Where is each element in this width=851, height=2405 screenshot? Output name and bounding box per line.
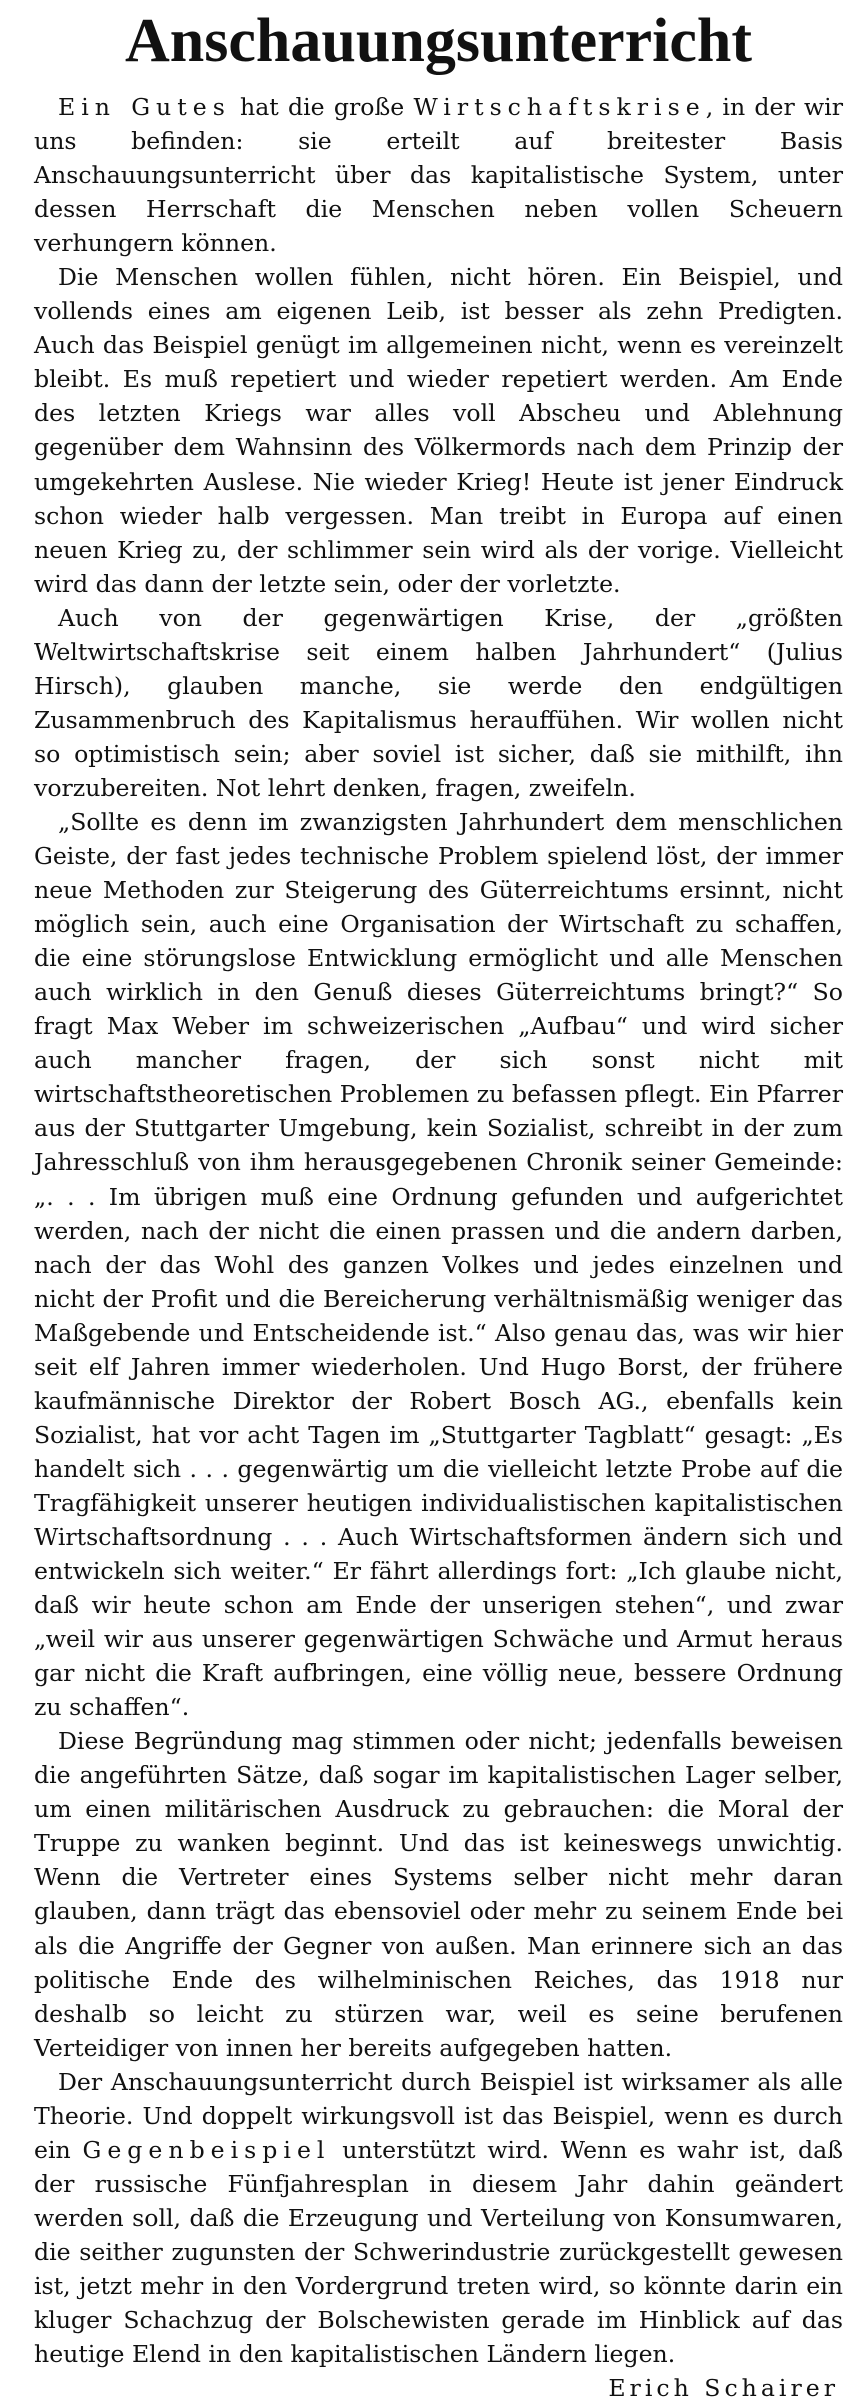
- paragraph-1-text-a: hat die große: [230, 93, 414, 121]
- paragraph-2: Die Menschen wollen fühlen, nicht hören. Ein Beispiel, und vollends eines am eigenen Leib, ist besser als zehn Predigten. Auch das Beispiel genügt im allgemeinen nicht, wenn es vereinzelt bleibt. Es muß repetiert und wieder repetiert werden. Am Ende des letzten Kriegs war alles voll Abscheu und Ablehnung gegenüber dem Wahnsinn des Völkermords nach dem Prinzip der umgekehrten Auslese. Nie wieder Krieg! Heute ist jener Eindruck schon wieder halb vergessen. Man treibt in Europa auf einen neuen Krieg zu, der schlimmer sein wird als der vorige. Vielleicht wird das dann der letzte sein, oder der vorletzte.: [34, 263, 843, 598]
- author-signature: Erich Schairer: [608, 2374, 839, 2403]
- paragraph-4: „Sollte es denn im zwanzigsten Jahrhundert dem menschlichen Geiste, der fast jedes technische Problem spielend löst, der immer neue Methoden zur Steigerung des Güterreichtums ersinnt, nicht möglich sein, auch eine Organisation der Wirtschaft zu schaffen, die eine störungslose Entwicklung ermöglicht und alle Menschen auch wirklich in den Genuß dieses Güterreichtums bringt?“ So fragt Max Weber im schweizerischen „Aufbau“ und wird sicher auch mancher fragen, der sich sonst nicht mit wirtschaftstheoretischen Problemen zu befassen pflegt. Ein Pfarrer aus der Stuttgarter Umgebung, kein Sozialist, schreibt in der zum Jahresschluß von ihm herausgegebenen Chronik seiner Gemeinde: „. . . Im übrigen muß eine Ordnung gefunden und aufgerichtet werden, nach der nicht die einen prassen und die andern darben, nach der das Wohl des ganzen Volkes und jedes einzelnen und nicht der Profit und die Bereicherung verhältnismäßig weniger das Maßgebende und Entscheidende ist.“ Also genau das, was wir hier seit elf Jahren immer wiederholen. Und Hugo Borst, der frühere kaufmännische Direktor der Robert Bosch AG., ebenfalls kein Sozialist, hat vor acht Tagen im „Stuttgarter Tagblatt“ gesagt: „Es handelt sich . . . gegenwärtig um die vielleicht letzte Probe auf die Tragfähigkeit unserer heutigen individualistischen kapitalistischen Wirtschaftsordnung . . . Auch Wirtschaftsformen ändern sich und entwickeln sich weiter.“ Er fährt allerdings fort: „Ich glaube nicht, daß wir heute schon am Ende der unserigen stehen“, und zwar „weil wir aus unserer gegenwärtigen Schwäche und Armut heraus gar nicht die Kraft aufbringen, eine völlig neue, bessere Ordnung zu schaffen“.: [34, 807, 843, 1722]
- article-title: Anschauungsunterricht: [125, 7, 752, 75]
- paragraph-6-text-a: Der Anschauungsunterricht durch Beispiel ist wirksamer als alle Theorie. Und doppelt wirkungsvoll ist das Beispiel, wenn es durch ein: [34, 2067, 843, 2164]
- spaced-emphasis-word: Wirtschaftskrise: [413, 93, 706, 121]
- paragraph-6: [34, 2065, 843, 2371]
- spaced-emphasis-word: Gegenbeispiel: [82, 2135, 331, 2164]
- paragraph-3: Auch von der gegenwärtigen Krise, der „größten Weltwirtschaftskrise seit einem halben Jahrhundert“ (Julius Hirsch), glauben manche, sie werde den endgültigen Zusammenbruch des Kapitalismus herauffühen. Wir wollen nicht so optimistisch sein; aber soviel ist sicher, daß sie mithilft, ihn vorzubereiten. Not lehrt denken, fragen, zweifeln.: [34, 603, 843, 802]
- spaced-opening: Ein Gutes: [58, 93, 231, 121]
- paragraph-1: [34, 90, 843, 260]
- paragraph-6-text-b: unterstützt wird. Wenn es wahr ist, daß der russische Fünfjahresplan in diesem Jahr dahin geändert werden soll, daß die Erzeugung und Verteilung von Konsumwaren, die seither zugunsten der Schwerindustrie zurückgestellt gewesen ist, jetzt mehr in den Vordergrund treten wird, so könnte darin ein kluger Schachzug der Bolschewisten gerade im Hinblick auf das heutige Elend in den kapitalistischen Ländern liegen.: [34, 2135, 843, 2369]
- paragraph-5: Diese Begründung mag stimmen oder nicht; jedenfalls beweisen die angeführten Sätze, daß sogar im kapitalistischen Lager selber, um einen militärischen Ausdruck zu gebrauchen: die Moral der Truppe zu wanken beginnt. Und das ist keineswegs unwichtig. Wenn die Vertreter eines Systems selber nicht mehr daran glauben, dann trägt das ebensoviel oder mehr zu seinem Ende bei als die Angriffe der Gegner von außen. Man erinnere sich an das politische Ende des wilhelminischen Reiches, das 1918 nur deshalb so leicht zu stürzen war, weil es seine berufenen Verteidiger von innen her bereits aufgegeben hatten.: [34, 1727, 843, 2062]
- paragraph-1-text-b: , in der wir uns befinden: sie erteilt auf breitester Basis Anschauungsunterricht über das kapitalistische System, unter dessen Herrschaft die Menschen neben vollen Scheuern verhungern können.: [34, 93, 844, 258]
